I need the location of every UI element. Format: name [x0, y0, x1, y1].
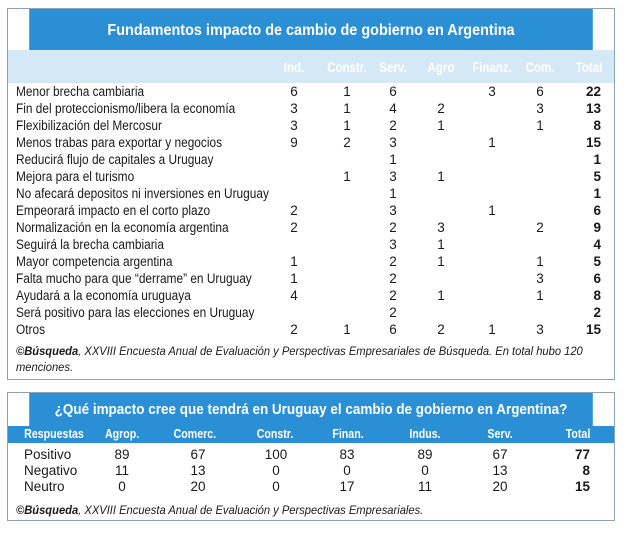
table-row — [8, 236, 614, 253]
table-cell: 89 — [417, 447, 433, 462]
impact-table-source — [16, 503, 423, 517]
table-cell: 1 — [389, 152, 397, 167]
table-cell: 1 — [437, 288, 445, 303]
table-cell: 17 — [339, 479, 355, 494]
table-cell: 11 — [114, 463, 129, 478]
table-cell: 89 — [114, 447, 130, 462]
table-cell: 4 — [290, 288, 298, 303]
table-cell: 3 — [389, 203, 397, 218]
table-cell: 20 — [492, 479, 508, 494]
row-label: Otros — [16, 322, 46, 337]
table-cell: 0 — [343, 463, 351, 478]
row-label: Positivo — [24, 447, 72, 462]
table-cell: 2 — [389, 271, 397, 286]
table-cell: 83 — [339, 447, 355, 462]
table-cell: 3 — [290, 101, 298, 116]
col-header-serv: Serv. — [379, 60, 407, 75]
row-label: Empeorará impacto en el corto plazo — [16, 203, 211, 218]
row-label: Neutro — [24, 479, 65, 494]
reasons-table-source — [16, 343, 607, 375]
table-row — [8, 219, 614, 236]
table-row — [8, 447, 614, 463]
col-header-respuestas: Respuestas — [24, 427, 84, 441]
table-row — [8, 168, 614, 185]
table-cell: 1 — [343, 322, 351, 337]
table-row — [8, 270, 614, 287]
table-cell: 3 — [488, 84, 496, 99]
table-cell: 2 — [437, 101, 445, 116]
row-total: 6 — [593, 271, 601, 286]
table-cell: 1 — [290, 271, 298, 286]
row-total: 6 — [593, 203, 601, 218]
row-total: 1 — [593, 186, 601, 201]
table-cell: 1 — [488, 322, 496, 337]
table-cell: 3 — [536, 322, 544, 337]
table-cell: 100 — [264, 447, 288, 462]
row-total: 5 — [593, 254, 601, 269]
table-cell: 6 — [389, 84, 397, 99]
table-cell: 11 — [417, 479, 432, 494]
row-label: Negativo — [24, 463, 78, 478]
source-brand: ©Búsqueda — [16, 503, 79, 517]
col-header-com: Com. — [525, 60, 555, 75]
table-cell: 6 — [389, 322, 397, 337]
table-cell: 3 — [437, 220, 445, 235]
reasons-table — [7, 8, 615, 380]
impact-table-body — [8, 447, 614, 495]
col-header-total: Total — [575, 60, 603, 75]
table-cell: 3 — [389, 135, 397, 150]
impact-table-title: ¿Qué impacto cree que tendrá en Uruguay el cambio de gobierno en Argentina? — [29, 393, 593, 426]
row-label: Reducirá flujo de capitales a Uruguay — [16, 152, 214, 167]
table-cell: 3 — [536, 101, 544, 116]
table-cell: 1 — [488, 203, 496, 218]
table-row — [8, 185, 614, 202]
table-row — [8, 253, 614, 270]
table-cell: 2 — [389, 118, 397, 133]
table-cell: 1 — [536, 254, 544, 269]
row-label: Normalización en la economía argentina — [16, 220, 229, 235]
row-label: Mayor competencia argentina — [16, 254, 173, 269]
table-cell: 3 — [389, 169, 397, 184]
row-label: Seguirá la brecha cambiaria — [16, 237, 164, 252]
table-row — [8, 100, 614, 117]
table-row — [8, 479, 614, 495]
row-label: Mejora para el turismo — [16, 169, 135, 184]
table-cell: 13 — [492, 463, 508, 478]
table-row — [8, 151, 614, 168]
impact-table-header — [8, 426, 614, 443]
col-header-indus: Indus. — [409, 427, 441, 441]
row-total: 1 — [593, 152, 601, 167]
table-cell: 67 — [492, 447, 508, 462]
row-total: 13 — [585, 101, 601, 116]
table-row — [8, 83, 614, 100]
table-cell: 67 — [190, 447, 206, 462]
source-text: , XXVIII Encuesta Anual de Evaluación y Perspectivas Empresariales. — [78, 503, 424, 517]
table-row — [8, 134, 614, 151]
table-cell: 6 — [536, 84, 544, 99]
table-cell: 0 — [421, 463, 429, 478]
table-cell: 0 — [272, 463, 280, 478]
table-cell: 6 — [290, 84, 298, 99]
row-total: 77 — [574, 447, 590, 462]
row-total: 2 — [593, 305, 601, 320]
table-cell: 0 — [118, 479, 126, 494]
table-cell: 2 — [389, 305, 397, 320]
col-header-comerc: Comerc. — [173, 427, 217, 441]
table-row — [8, 321, 614, 338]
table-cell: 1 — [343, 84, 351, 99]
row-label: Flexibilización del Mercosur — [16, 118, 162, 133]
col-header-ind: Ind. — [283, 60, 305, 75]
table-cell: 9 — [290, 135, 298, 150]
col-header-agrop: Agrop. — [105, 427, 140, 441]
table-cell: 2 — [290, 322, 298, 337]
row-label: Será positivo para las elecciones en Uruguay — [16, 305, 255, 320]
reasons-table-body — [8, 83, 614, 338]
row-label: Fin del proteccionismo/libera la economía — [16, 101, 236, 116]
table-cell: 1 — [290, 254, 298, 269]
table-cell: 4 — [389, 101, 397, 116]
col-header-agro: Agro — [427, 60, 455, 75]
table-cell: 3 — [536, 271, 544, 286]
table-cell: 1 — [343, 101, 351, 116]
row-label: No afecará depositos ni inversiones en Uruguay — [16, 186, 269, 201]
table-row — [8, 117, 614, 134]
col-header-finan: Finan. — [332, 427, 364, 441]
impact-table — [7, 392, 615, 521]
table-row — [8, 304, 614, 321]
row-label: Ayudará a la economía uruguaya — [16, 288, 191, 303]
table-cell: 3 — [290, 118, 298, 133]
table-cell: 1 — [536, 118, 544, 133]
row-total: 15 — [585, 322, 601, 337]
table-cell: 1 — [437, 169, 445, 184]
table-cell: 1 — [437, 118, 445, 133]
col-header-serv2: Serv. — [487, 427, 513, 441]
row-total: 8 — [582, 463, 590, 478]
table-cell: 2 — [389, 288, 397, 303]
row-total: 15 — [574, 479, 590, 494]
table-row — [8, 463, 614, 479]
source-brand: ©Búsqueda — [16, 344, 79, 358]
table-cell: 13 — [190, 463, 206, 478]
table-cell: 2 — [437, 322, 445, 337]
table-cell: 1 — [389, 186, 397, 201]
col-header-total2: Total — [565, 427, 591, 441]
table-cell: 1 — [343, 118, 351, 133]
table-cell: 1 — [488, 135, 496, 150]
row-total: 4 — [593, 237, 601, 252]
row-label: Menos trabas para exportar y negocios — [16, 135, 223, 150]
row-label: Falta mucho para que “derrame” en Uruguay — [16, 271, 252, 286]
table-cell: 1 — [343, 169, 351, 184]
table-cell: 20 — [190, 479, 206, 494]
col-header-constr: Constr. — [327, 60, 367, 75]
row-total: 15 — [585, 135, 601, 150]
table-cell: 2 — [343, 135, 351, 150]
table-cell: 3 — [389, 237, 397, 252]
col-header-constr2: Constr. — [256, 427, 294, 441]
row-total: 5 — [593, 169, 601, 184]
row-label: Menor brecha cambiaria — [16, 84, 145, 99]
table-row — [8, 287, 614, 304]
row-total: 22 — [585, 84, 601, 99]
table-cell: 2 — [290, 220, 298, 235]
col-header-finanz: Finanz. — [472, 60, 512, 75]
table-cell: 1 — [536, 288, 544, 303]
table-cell: 1 — [437, 254, 445, 269]
row-total: 8 — [593, 288, 601, 303]
table-cell: 2 — [536, 220, 544, 235]
row-total: 8 — [593, 118, 601, 133]
table-row — [8, 202, 614, 219]
table-cell: 0 — [272, 479, 280, 494]
reasons-table-header — [8, 50, 614, 83]
source-text: , XXVIII Encuesta Anual de Evaluación y Perspectivas Empresariales de Búsqueda. En total hubo 120 menciones. — [16, 344, 583, 374]
table-cell: 2 — [389, 220, 397, 235]
row-total: 9 — [593, 220, 601, 235]
reasons-table-title: Fundamentos impacto de cambio de gobierno en Argentina — [29, 9, 593, 50]
table-cell: 2 — [290, 203, 298, 218]
table-cell: 2 — [389, 254, 397, 269]
table-cell: 1 — [437, 237, 445, 252]
